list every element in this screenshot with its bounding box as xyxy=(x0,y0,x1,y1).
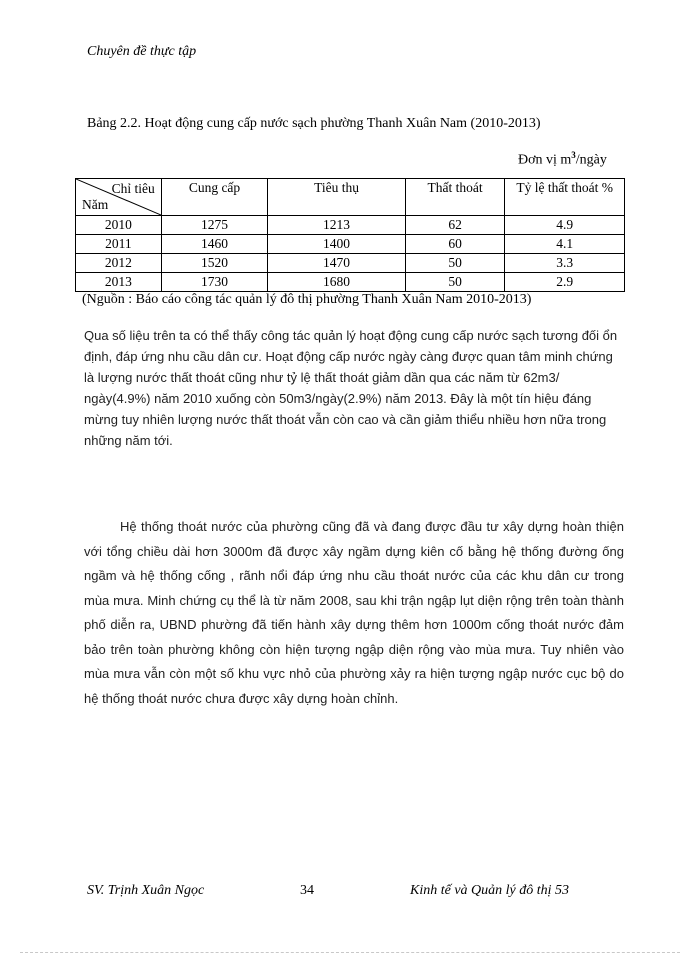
unit-prefix: Đơn vị m xyxy=(518,152,572,168)
column-header: Cung cấp xyxy=(161,179,268,216)
water-supply-table xyxy=(75,178,625,292)
table-row xyxy=(76,273,625,292)
table-cell: 3.3 xyxy=(505,254,625,273)
table-caption: Bảng 2.2. Hoạt động cung cấp nước sạch phường Thanh Xuân Nam (2010-2013) xyxy=(87,116,541,131)
table-cell: 2010 xyxy=(76,216,162,235)
table-row xyxy=(76,216,625,235)
table-cell: 4.1 xyxy=(505,235,625,254)
table-header-row xyxy=(76,179,625,216)
corner-header-cell xyxy=(76,179,162,216)
table-cell: 4.9 xyxy=(505,216,625,235)
footer-author: SV. Trịnh Xuân Ngọc xyxy=(87,883,205,898)
table-cell: 60 xyxy=(405,235,505,254)
unit-sup: 3 xyxy=(571,150,576,160)
table-row xyxy=(76,254,625,273)
table-cell: 2011 xyxy=(76,235,162,254)
table-cell: 1400 xyxy=(268,235,405,254)
page-header: Chuyên đề thực tập xyxy=(87,44,197,59)
table-cell: 1520 xyxy=(161,254,268,273)
column-header: Tỷ lệ thất thoát % xyxy=(505,179,625,216)
table-source: (Nguồn : Báo cáo công tác quản lý đô thị phường Thanh Xuân Nam 2010-2013) xyxy=(82,292,532,307)
table-cell: 1470 xyxy=(268,254,405,273)
table-cell: 2.9 xyxy=(505,273,625,292)
corner-label-indicator: Chỉ tiêu xyxy=(111,181,155,196)
page-bottom-divider xyxy=(20,952,680,953)
paragraph-drainage: Hệ thống thoát nước của phường cũng đã và đang được đầu tư xây dựng hoàn thiện với tổng chiều dài hơn 3000m đã được xây ngầm dựng kiên cố bằng hệ thống đường ống ngầm và hệ thống cống , rãnh nổi đáp ứng nhu cầu thoát nước của các khu dân cư trong mùa mưa. Minh chứng cụ thể là từ năm 2008, sau khi trận ngập lụt diện rộng trên toàn thành phố diễn ra, UBND phường đã tiến hành xây dựng thêm hơn 1000m cống thoát nước đảm bảo trên toàn phường không còn hiện tượng ngập diện rộng vào mùa mưa. Tuy nhiên vào mùa mưa vẫn còn một số khu vực nhỏ của phường xảy ra hiện tượng ngập nước cục bộ do hệ thống thoát nước chưa được xây dựng hoàn chỉnh. xyxy=(84,519,624,706)
table-cell: 1275 xyxy=(161,216,268,235)
column-header: Thất thoát xyxy=(405,179,505,216)
table-cell: 1460 xyxy=(161,235,268,254)
table-unit xyxy=(518,150,607,169)
table-cell: 1680 xyxy=(268,273,405,292)
footer-page-number: 34 xyxy=(300,883,314,898)
table-cell: 50 xyxy=(405,273,505,292)
table-cell: 1213 xyxy=(268,216,405,235)
footer-department: Kinh tế và Quản lý đô thị 53 xyxy=(410,883,570,898)
table-cell: 1730 xyxy=(161,273,268,292)
corner-label-year: Năm xyxy=(82,197,109,212)
table-row xyxy=(76,235,625,254)
column-header: Tiêu thụ xyxy=(268,179,405,216)
unit-suffix: /ngày xyxy=(575,152,607,168)
table-cell: 62 xyxy=(405,216,505,235)
paragraph-analysis: Qua số liệu trên ta có thể thấy công tác quản lý hoạt động cung cấp nước sạch tương đối ổn định, đáp ứng nhu cầu dân cư. Hoạt động cấp nước ngày càng được quan tâm minh chứng là lượng nước thất thoát cũng như tỷ lệ thất thoát giảm dần qua các năm từ 62m3/ ngày(4.9%) năm 2010 xuống còn 50m3/ngày(2.9%) năm 2013. Đây là một tín hiệu đáng mừng tuy nhiên lượng nước thất thoát vẫn còn cao và cần giảm thiểu nhiều hơn nữa trong những năm tới. xyxy=(84,328,618,448)
table-cell: 50 xyxy=(405,254,505,273)
table-cell: 2012 xyxy=(76,254,162,273)
table-cell: 2013 xyxy=(76,273,162,292)
